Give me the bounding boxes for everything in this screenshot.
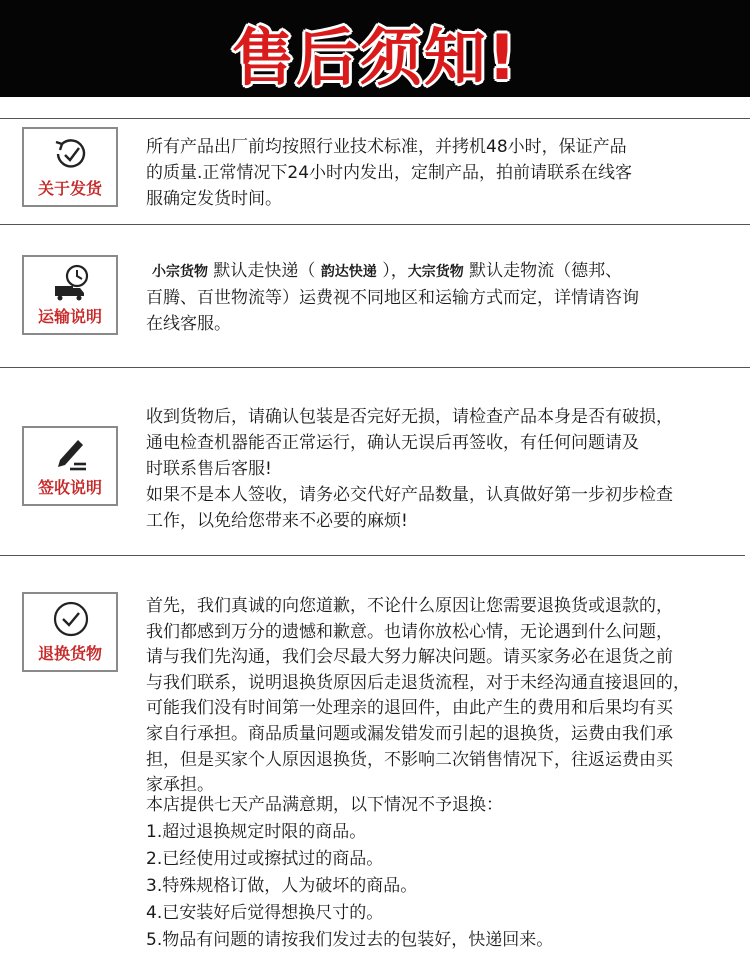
check-circle-icon [52,600,90,638]
mid-text: ）， [376,261,408,281]
transport-label: 运输说明 [37,307,102,326]
transport-icon-box [22,255,118,335]
text-line: 担，但是买家个人原因退换货，不影响二次销售情况下，往返运费由买 [146,749,673,770]
text-line: 请与我们先沟通，我们会尽最大努力解决问题。请买家务必在退货之前 [146,647,673,668]
shipping-icon-box [22,127,118,207]
signing-icon-box [22,426,118,506]
section-divider [0,118,750,119]
header-banner [0,0,750,97]
list-item: 4.已安装好后觉得想换尺寸的。 [146,903,384,923]
clock-arrow-icon [52,135,90,173]
policy-intro: 本店提供七天产品满意期，以下情况不予退换： [146,795,503,815]
bulk-goods-text: 默认走物流（德邦、 [463,261,623,281]
text-line: 服确定发货时间。 [146,189,282,209]
text-line: 百腾、百世物流等）运费视不同地区和运输方式而定，详情请咨询 [146,288,639,308]
signing-label: 签收说明 [37,478,102,497]
delivery-truck-icon [52,263,92,301]
text-line: 可能我们没有时间第一处理亲的退回件，由此产生的费用和后果均有买 [146,698,673,719]
signing-text [146,404,673,534]
text-line: 首先，我们真诚的向您道歉，不论什么原因让您需要退换货或退款的， [146,596,673,616]
section-divider [0,367,750,368]
section-divider [0,555,745,556]
shipping-label: 关于发货 [37,179,102,198]
list-item: 3.特殊规格订做，人为破坏的商品。 [146,876,418,896]
returns-text [146,594,690,799]
pen-sign-icon [52,434,90,472]
text-line: 如果不是本人签收，请务必交代好产品数量，认真做好第一步初步检查 [146,485,673,505]
small-goods-label: 小宗货物 [152,264,208,280]
text-line: 收到货物后，请确认包装是否完好无损，请检查产品本身是否有破损， [146,407,673,427]
text-line: 通电检查机器能否正常运行，确认无误后再签收，有任何问题请及 [146,433,639,453]
page-title: 售后须知! [231,21,519,94]
text-line: 家承担。 [146,775,214,796]
returns-icon-box [22,592,118,672]
shipping-text [146,134,632,212]
bulk-goods-label: 大宗货物 [407,264,464,280]
text-line: 与我们联系，说明退换货原因后走退货流程，对于未经沟通直接退回的， [146,672,690,693]
text-line: 所有产品出厂前均按照行业技术标准，并拷机48小时，保证产品 [146,137,627,157]
return-policy-list [146,792,553,954]
section-divider [0,224,750,225]
list-item: 5.物品有问题的请按我们发过去的包装好，快递回来。 [146,930,554,950]
transport-line-1 [146,258,639,285]
list-item: 1.超过退换规定时限的商品。 [146,822,367,842]
text-line: 时联系售后客服! [146,459,272,479]
text-line: 工作，以免给您带来不必要的麻烦! [146,511,408,531]
list-item: 2.已经使用过或擦拭过的商品。 [146,849,384,869]
text-line: 我们都感到万分的遗憾和歉意。也请你放松心情，无论遇到什么问题， [146,621,673,642]
carrier-name: 韵达快递 [320,264,377,280]
transport-text [146,258,639,337]
text-line: 在线客服。 [146,314,231,334]
text-line: 的质量.正常情况下24小时内发出，定制产品，拍前请联系在线客 [146,163,633,183]
returns-label: 退换货物 [37,644,102,663]
small-goods-text: 默认走快递（ [208,261,321,281]
text-line: 家自行承担。商品质量问题或漏发错发而引起的退换货，运费由我们承 [146,723,673,744]
